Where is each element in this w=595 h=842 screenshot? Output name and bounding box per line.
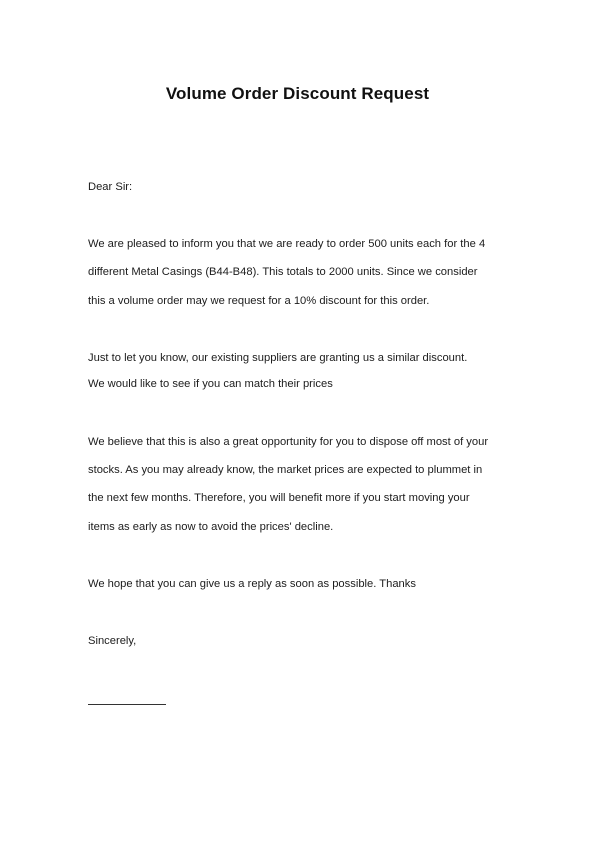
paragraph-1-line-1: We are pleased to inform you that we are ready to order 500 units each for the 4	[88, 238, 486, 250]
signature-line	[88, 704, 166, 705]
closing: Sincerely,	[88, 635, 137, 647]
paragraph-3-line-4: items as early as now to avoid the prices' decline.	[88, 521, 334, 533]
paragraph-2-line-1: Just to let you know, our existing suppliers are granting us a similar discount.	[88, 352, 468, 364]
paragraph-3-line-3: the next few months. Therefore, you will benefit more if you start moving your	[88, 492, 470, 504]
paragraph-1-line-2: different Metal Casings (B44-B48). This totals to 2000 units. Since we consider	[88, 266, 478, 278]
salutation: Dear Sir:	[88, 181, 133, 193]
paragraph-1-line-3: this a volume order may we request for a 10% discount for this order.	[88, 295, 430, 307]
paragraph-2-line-2: We would like to see if you can match their prices	[88, 378, 333, 390]
paragraph-4-line-1: We hope that you can give us a reply as soon as possible. Thanks	[88, 578, 416, 590]
paragraph-3-line-1: We believe that this is also a great opportunity for you to dispose off most of your	[88, 436, 489, 448]
letter-title: Volume Order Discount Request	[165, 84, 430, 103]
paragraph-3-line-2: stocks. As you may already know, the market prices are expected to plummet in	[88, 464, 483, 476]
